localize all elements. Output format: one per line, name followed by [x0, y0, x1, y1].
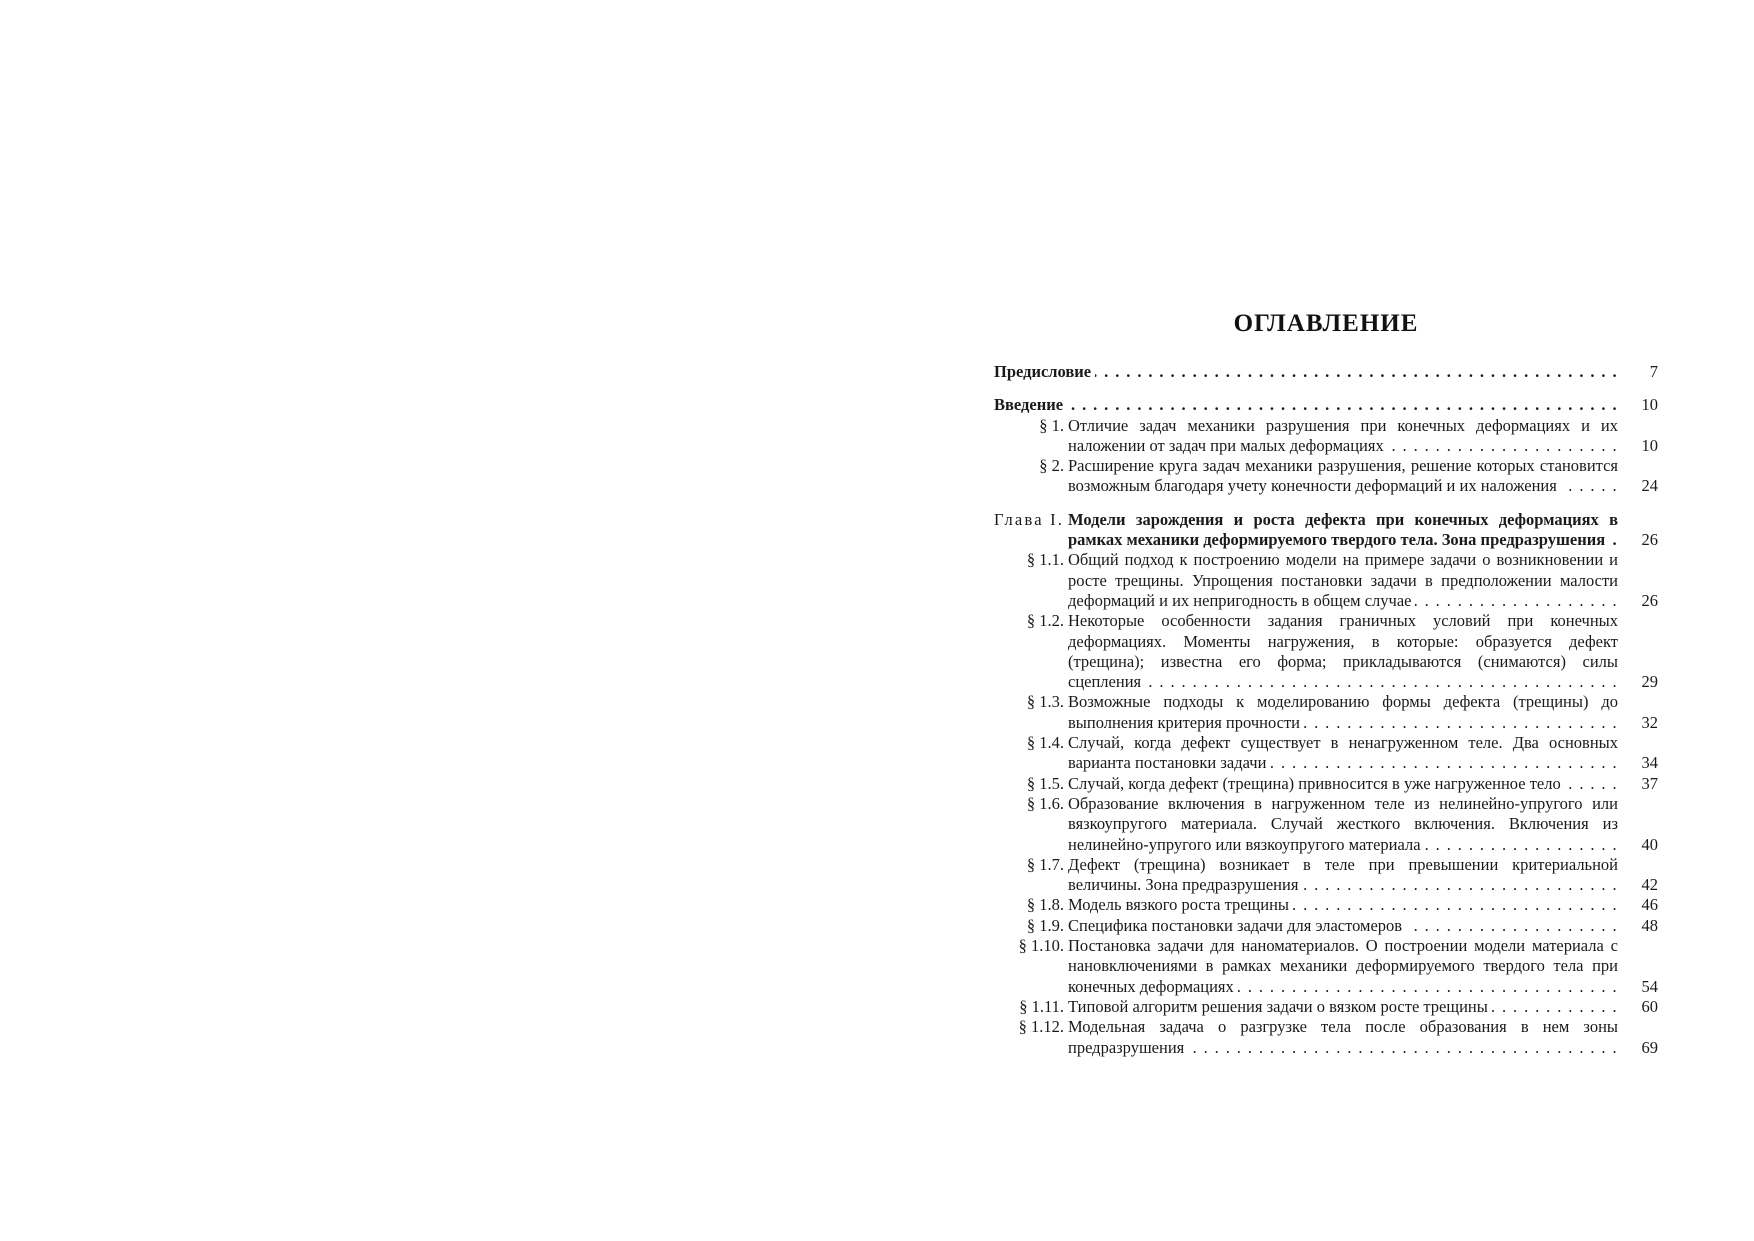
section-title: Возможные подходы к моделированию формы дефекта (трещины) до выполнения критерия прочности: [1068, 692, 1618, 732]
toc-entry-page: 60: [1641, 996, 1658, 1016]
toc-entry-page: 46: [1641, 895, 1658, 915]
section-title: Постановка задачи для наноматериалов. О построении модели материала с нановключениями в рамках механики деформируемого твердого тела при конечных деформациях: [1068, 936, 1618, 996]
toc-entry-text: [1068, 416, 1618, 457]
toc-entry-text: [1068, 895, 1618, 915]
section-label: § 1.10.: [1018, 936, 1064, 956]
section-title: Дефект (трещина) возникает в теле при превышении критериальной величины. Зона предразрушения: [1068, 854, 1618, 895]
toc-chapter: [994, 510, 1658, 551]
toc-section: [994, 794, 1658, 855]
toc-section: [994, 416, 1658, 457]
toc-entry-text: [1068, 510, 1618, 551]
toc-entry-page: 26: [1641, 590, 1658, 610]
toc-entry-page: 40: [1641, 834, 1658, 854]
toc-entry-page: 34: [1641, 753, 1658, 773]
toc-entry-text: [1068, 774, 1618, 794]
section-label: § 1.9.: [1026, 915, 1064, 935]
toc-entry-preface: [994, 362, 1658, 382]
toc-entry-page: 10: [1641, 395, 1658, 415]
toc-entry-text: [1068, 611, 1618, 692]
section-title: Специфика постановки задачи для эластомеров: [1068, 916, 1406, 935]
toc-section: [994, 611, 1658, 692]
toc-entry-page: 26: [1641, 530, 1658, 550]
toc-entry-page: 10: [1641, 435, 1658, 455]
section-title: Общий подход к построению модели на примере задачи о возникновении и росте трещины. Упрощения постановки задачи в предположении малости деформаций и их непригодность в общем случае: [1068, 550, 1618, 610]
toc-section: [994, 733, 1658, 774]
toc-entry-title: Введение: [994, 395, 1067, 414]
section-title: Отличие задач механики разрушения при конечных деформациях и их наложении от задач при малых деформациях: [1068, 415, 1618, 455]
toc-section: [994, 997, 1658, 1017]
section-label: § 1.12.: [1018, 1017, 1064, 1037]
section-title: Модель вязкого роста трещины: [1068, 895, 1293, 914]
toc-entry-text: [1068, 692, 1618, 733]
toc-title: ОГЛАВЛЕНИЕ: [1233, 310, 1419, 337]
toc-entry-text: [1068, 456, 1618, 497]
section-label: § 2.: [1039, 456, 1064, 476]
toc-section: [994, 692, 1658, 733]
toc-entry-text: [1068, 550, 1618, 611]
toc-section: [994, 855, 1658, 896]
toc-entry-title: Предисловие: [994, 362, 1095, 381]
section-label: § 1.: [1039, 415, 1064, 435]
section-title: Некоторые особенности задания граничных условий при конечных деформациях. Моменты нагружения, в которые: образуется дефект (трещина); известна его форма; прикладываются (снимаются) силы сцепления: [1068, 611, 1618, 692]
section-label: § 1.5.: [1026, 773, 1064, 793]
section-label: § 1.6.: [1026, 793, 1064, 813]
section-label: § 1.1.: [1026, 550, 1064, 570]
section-label: § 1.11.: [1019, 996, 1064, 1016]
toc-entry-text: [994, 362, 1618, 382]
toc-entry-text: [1068, 936, 1618, 997]
toc-section: [994, 916, 1658, 936]
section-title: Расширение круга задач механики разрушения, решение которых становится возможным благодаря учету конечности деформаций и их наложения: [1068, 456, 1618, 496]
toc-section: [994, 774, 1658, 794]
toc-entry-page: 24: [1641, 476, 1658, 496]
section-label: § 1.2.: [1026, 611, 1064, 631]
toc-section: [994, 1017, 1658, 1058]
section-title: Образование включения в нагруженном теле из нелинейно-упругого или вязкоупругого материала. Случай жесткого включения. Включения из нелинейно-упругого или вязкоупругого материала: [1068, 793, 1618, 854]
section-label: § 1.7.: [1026, 854, 1064, 874]
section-label: § 1.3.: [1026, 692, 1064, 712]
toc-section: [994, 456, 1658, 497]
toc-entry-page: 42: [1641, 875, 1658, 895]
section-title: Типовой алгоритм решения задачи о вязком росте трещины: [1068, 997, 1492, 1016]
toc-entry-page: 7: [1649, 362, 1658, 381]
toc-entry-text: [1068, 855, 1618, 896]
toc-entry-page: 48: [1641, 915, 1658, 935]
toc-entry-page: 54: [1641, 976, 1658, 996]
toc-entry-text: [1068, 794, 1618, 855]
toc-entry-text: [994, 395, 1618, 415]
toc-section: [994, 895, 1658, 915]
toc-entry-text: [1068, 733, 1618, 774]
section-label: § 1.8.: [1026, 895, 1064, 915]
toc-entry-page: 29: [1641, 672, 1658, 692]
section-title: Случай, когда дефект существует в ненагруженном теле. Два основных варианта постановки задачи: [1068, 733, 1618, 773]
toc-entry-text: [1068, 916, 1618, 936]
section-title: Случай, когда дефект (трещина) привносится в уже нагруженное тело: [1068, 774, 1565, 793]
toc-entry-page: 69: [1641, 1037, 1658, 1057]
chapter-title: Модели зарождения и роста дефекта при конечных деформациях в рамках механики деформируемого твердого тела. Зона предразрушения: [1068, 509, 1618, 550]
toc-section: [994, 550, 1658, 611]
chapter-label: Глава I.: [994, 509, 1065, 529]
toc-entry-page: 32: [1641, 712, 1658, 732]
section-title: Модельная задача о разгрузке тела после образования в нем зоны предразрушения: [1068, 1017, 1618, 1057]
toc-entry-page: 37: [1641, 773, 1658, 793]
toc-entry-text: [1068, 1017, 1618, 1058]
toc-section: [994, 936, 1658, 997]
table-of-contents: [994, 300, 1658, 1058]
toc-entry-intro: [994, 395, 1658, 415]
toc-entry-text: [1068, 997, 1618, 1017]
section-label: § 1.4.: [1026, 733, 1064, 753]
